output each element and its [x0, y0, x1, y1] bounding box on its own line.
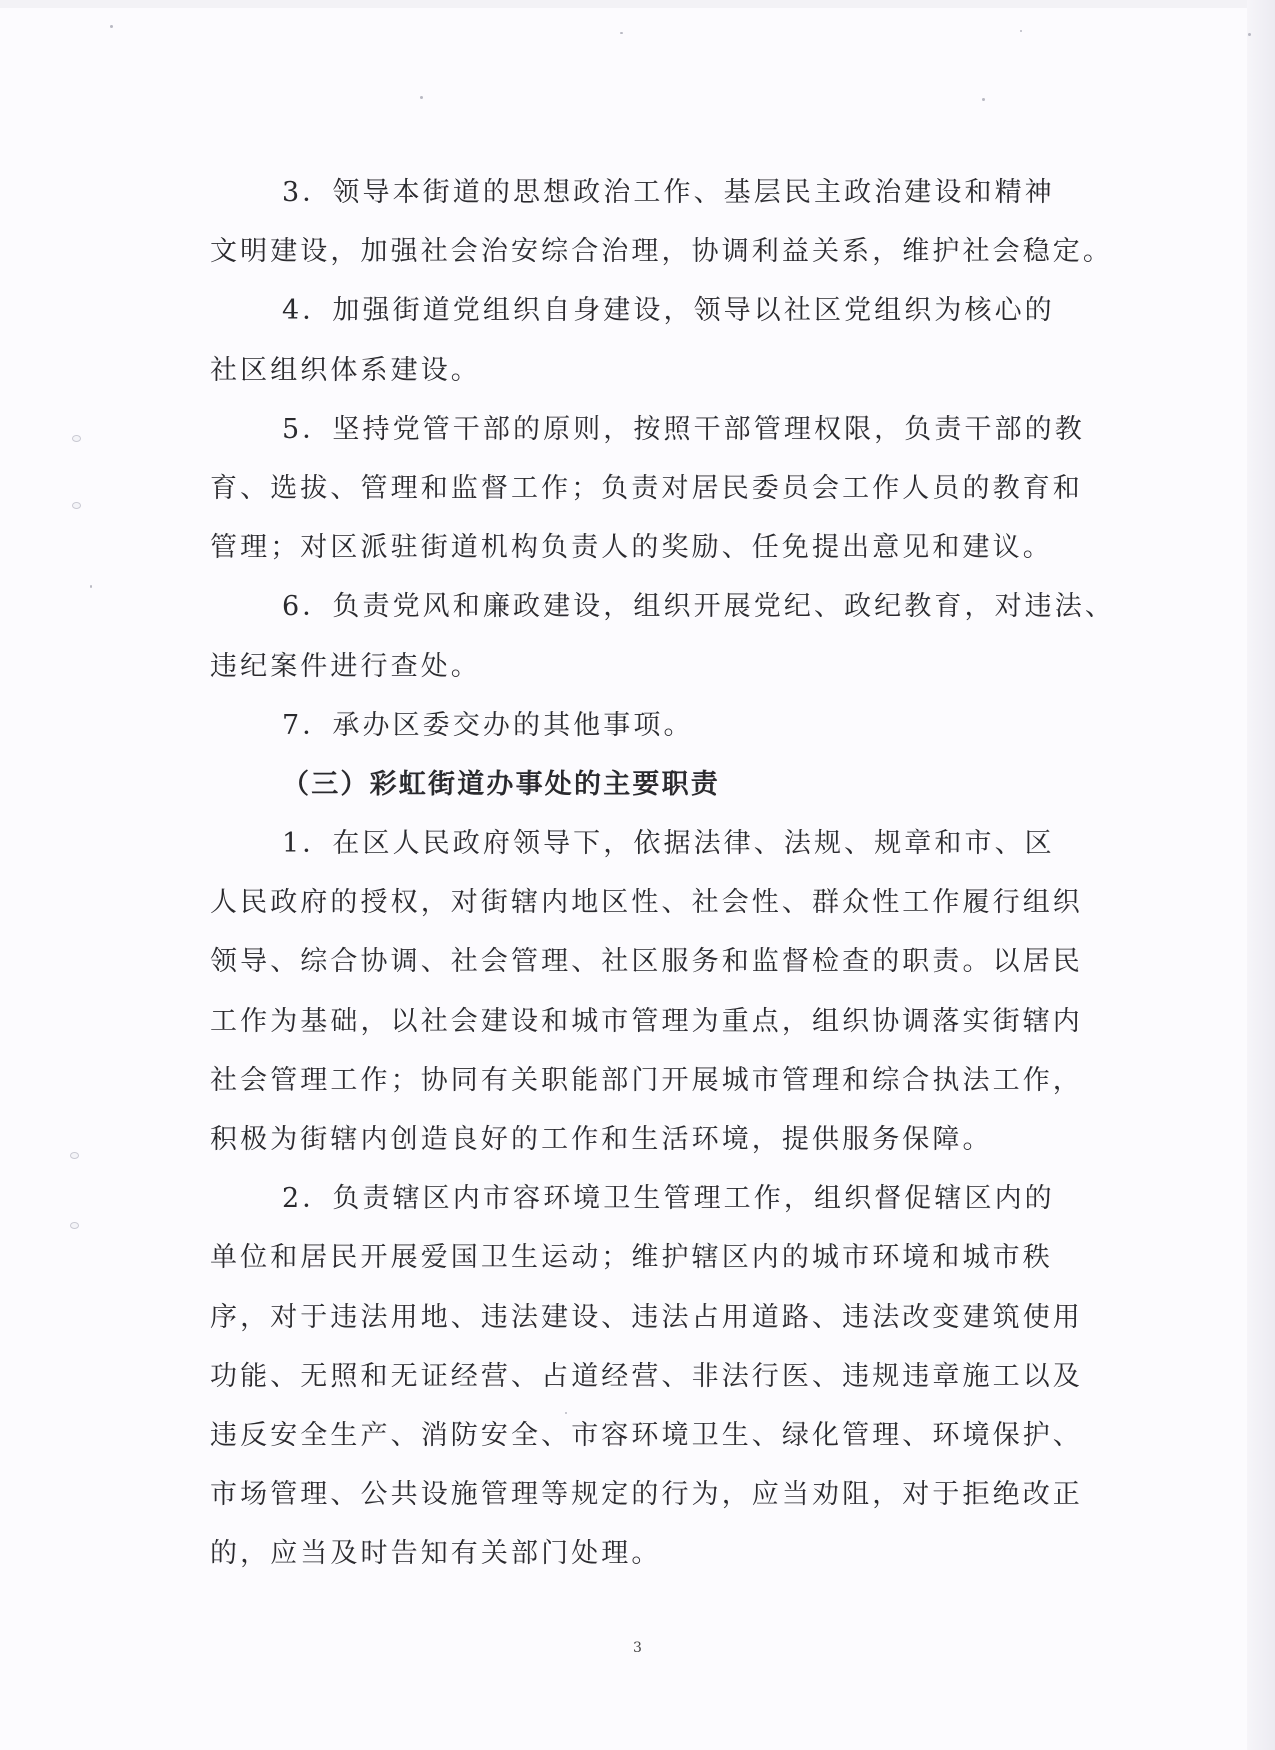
- binding-hole-mark: [70, 1152, 79, 1159]
- text-line: 5．坚持党管干部的原则，按照干部管理权限，负责干部的教: [282, 413, 1085, 445]
- duty-item-2: [210, 1169, 1083, 1583]
- scan-speck: [620, 32, 623, 34]
- text-line: 社会管理工作；协同有关职能部门开展城市管理和综合执法工作，: [210, 1064, 1083, 1096]
- text-line: 违反安全生产、消防安全、市容环境卫生、绿化管理、环境保护、: [210, 1419, 1083, 1451]
- text-line: 违纪案件进行查处。: [210, 650, 481, 682]
- text-line: 工作为基础，以社会建设和城市管理为重点，组织协调落实街辖内: [210, 1005, 1083, 1037]
- paragraph-item-5: [210, 400, 1085, 578]
- section-heading: （三）彩虹街道办事处的主要职责: [282, 768, 720, 800]
- text-line: 文明建设，加强社会治安综合治理，协调利益关系，维护社会稳定。: [210, 236, 1113, 268]
- text-line: 积极为街辖内创造良好的工作和生活环境，提供服务保障。: [210, 1124, 993, 1155]
- text-line: 3．领导本街道的思想政治工作、基层民主政治建设和精神: [282, 177, 1055, 208]
- document-body: [210, 163, 1115, 1584]
- page-number: 3: [633, 1640, 642, 1656]
- scan-speck: [110, 25, 113, 28]
- page-top-edge: [0, 0, 1275, 8]
- scan-speck: [1020, 30, 1022, 32]
- text-line: 管理；对区派驻街道机构负责人的奖励、任免提出意见和建议。: [210, 532, 1053, 564]
- scan-speck: [982, 98, 985, 101]
- text-line: 6．负责党风和廉政建设，组织开展党纪、政纪教育，对违法、: [282, 591, 1115, 623]
- text-line: 序，对于违法用地、违法建设、违法占用道路、违法改变建筑使用: [210, 1301, 1083, 1333]
- text-line: 1．在区人民政府领导下，依据法律、法规、规章和市、区: [282, 828, 1055, 860]
- binding-hole-mark: [72, 502, 81, 509]
- paragraph-item-3: [210, 163, 1113, 281]
- text-line: 功能、无照和无证经营、占道经营、非法行医、违规违章施工以及: [210, 1360, 1083, 1392]
- paragraph-item-7: [210, 696, 1070, 755]
- text-line: 4．加强街道党组织自身建设，领导以社区党组织为核心的: [282, 295, 1055, 327]
- paragraph-item-6: [210, 577, 1115, 695]
- text-line: 7．承办区委交办的其他事项。: [282, 709, 694, 741]
- binding-hole-mark: [72, 435, 81, 442]
- text-line: 社区组织体系建设。: [210, 354, 481, 386]
- paragraph-item-4: [210, 281, 1070, 399]
- duty-item-1: [210, 814, 1083, 1169]
- page-right-edge: [1247, 0, 1275, 1750]
- scan-speck: [90, 585, 92, 588]
- scan-speck: [420, 96, 423, 99]
- binding-hole-mark: [70, 1222, 79, 1229]
- text-line: 单位和居民开展爱国卫生运动；维护辖区内的城市环境和城市秩: [210, 1242, 1053, 1274]
- scan-speck: [1248, 33, 1251, 36]
- text-line: 领导、综合协调、社会管理、社区服务和监督检查的职责。以居民: [210, 946, 1083, 978]
- text-line: 的，应当及时告知有关部门处理。: [210, 1538, 662, 1570]
- text-line: 2．负责辖区内市容环境卫生管理工作，组织督促辖区内的: [282, 1183, 1055, 1215]
- text-line: 人民政府的授权，对街辖内地区性、社会性、群众性工作履行组织: [210, 887, 1083, 919]
- text-line: 育、选拔、管理和监督工作；负责对居民委员会工作人员的教育和: [210, 472, 1083, 504]
- text-line: 市场管理、公共设施管理等规定的行为，应当劝阻，对于拒绝改正: [210, 1479, 1083, 1511]
